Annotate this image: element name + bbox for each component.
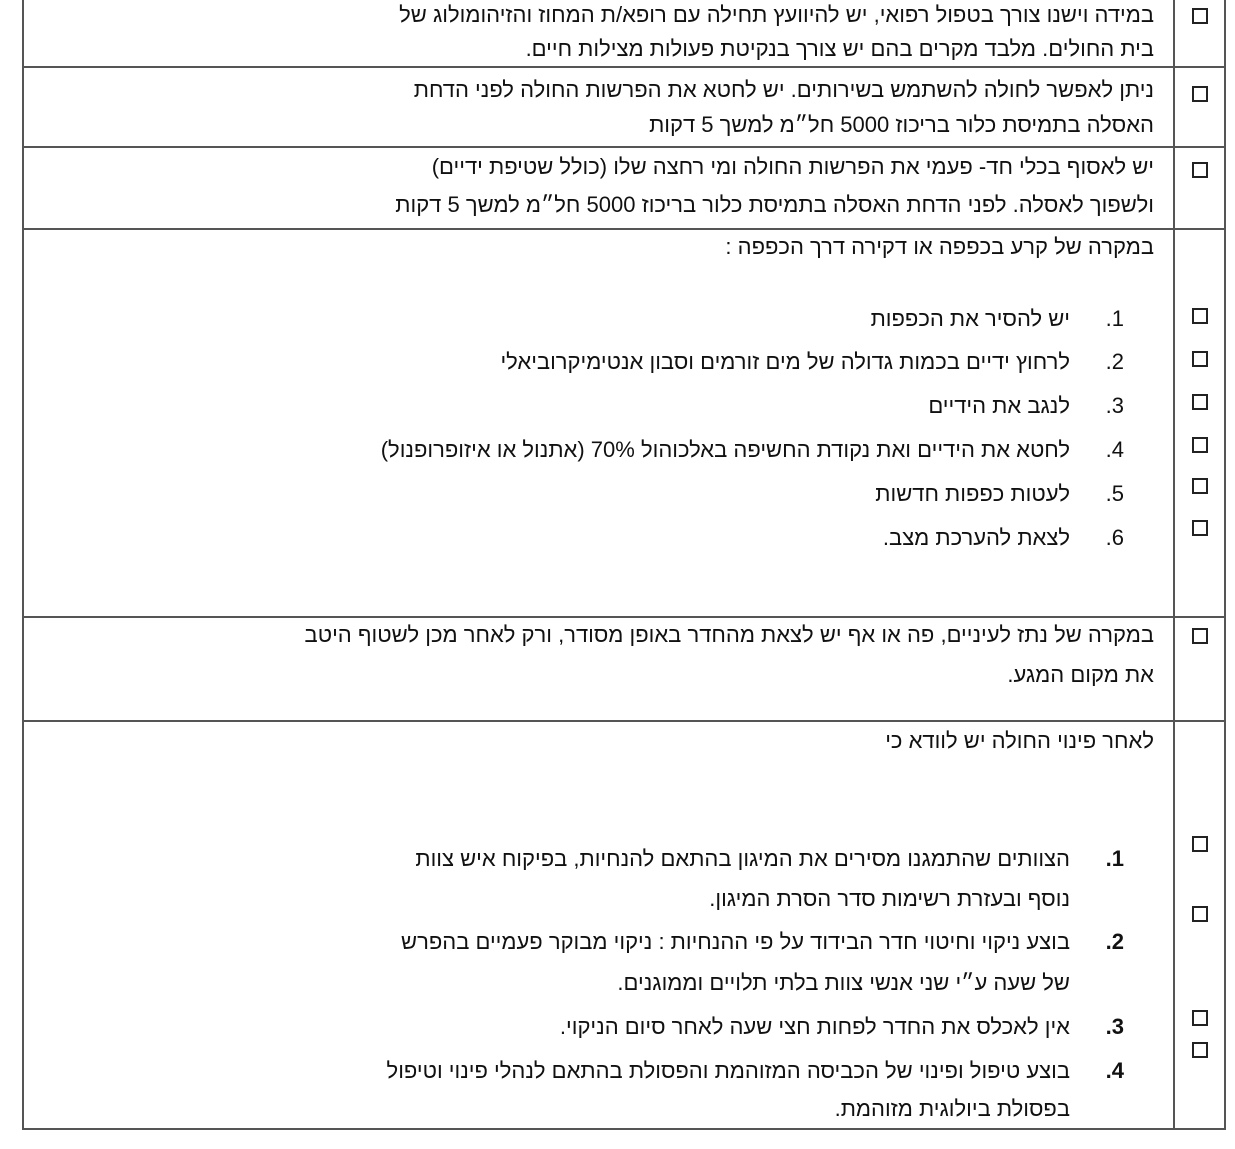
checkbox[interactable] — [1192, 394, 1208, 410]
checkbox[interactable] — [1192, 906, 1208, 922]
row-text-line: ולשפוך לאסלה. לפני הדחת האסלה בתמיסת כלור בריכוז 5000 חל״מ למשך 5 דקות — [395, 192, 1154, 217]
row-text-line: במידה וישנו צורך בטפול רפואי, יש להיוועץ תחילה עם רופא/ת המחוז והזיהומולוג של — [399, 2, 1154, 27]
item-number: 6. — [1105, 525, 1124, 550]
checkbox[interactable] — [1192, 308, 1208, 324]
checkbox[interactable] — [1192, 437, 1208, 453]
row-text-line: יש לאסוף בכלי חד- פעמי את הפרשות החולה ומי רחצה שלו (כולל שטיפת ידיים) — [431, 154, 1154, 179]
list-item — [500, 345, 1124, 378]
item-text: לרחוץ ידיים בכמות גדולה של מים זורמים וסבון אנטימיקרוביאלי — [500, 349, 1070, 374]
checkbox[interactable] — [1192, 836, 1208, 852]
list-item-continuation: של שעה ע״י שני אנשי צוות בלתי תלויים וממוגנים. — [617, 970, 1070, 995]
checklist-row-5 — [24, 618, 1224, 722]
row-text-line: את מקום המגע. — [1007, 662, 1154, 687]
list-item — [381, 433, 1124, 466]
list-item — [401, 925, 1124, 958]
item-number: 3. — [1105, 393, 1124, 418]
item-text: הצוותים שהתמגנו מסירים את המיגון בהתאם להנחיות, בפיקוח איש צוות — [415, 846, 1070, 871]
checkbox[interactable] — [1192, 520, 1208, 536]
checklist-row-4 — [24, 230, 1224, 618]
checklist-row-1 — [24, 0, 1224, 68]
item-number: 3. — [1105, 1014, 1124, 1039]
item-number: 4. — [1105, 437, 1124, 462]
checkbox[interactable] — [1192, 8, 1208, 24]
item-number: 1. — [1105, 306, 1124, 331]
item-text: בוצע ניקוי וחיטוי חדר הבידוד על פי ההנחיות : ניקוי מבוקר פעמיים בהפרש — [401, 929, 1070, 954]
item-number: 1. — [1105, 846, 1124, 871]
list-item — [560, 1010, 1124, 1043]
item-number: 2. — [1105, 349, 1124, 374]
list-item-continuation: נוסף ובעזרת רשימות סדר הסרת המיגון. — [709, 886, 1070, 911]
item-text: אין לאכלס את החדר לפחות חצי שעה לאחר סיום הניקוי. — [559, 1014, 1070, 1039]
checkbox[interactable] — [1192, 1042, 1208, 1058]
row-text-line: האסלה בתמיסת כלור בריכוז 5000 חל״מ למשך 5 דקות — [649, 112, 1154, 137]
checkbox[interactable] — [1192, 162, 1208, 178]
section-heading: לאחר פינוי החולה יש לוודא כי — [885, 728, 1154, 753]
section-heading: במקרה של קרע בכפפה או דקירה דרך הכפפה : — [725, 234, 1154, 259]
checkbox[interactable] — [1192, 86, 1208, 102]
checkbox[interactable] — [1192, 478, 1208, 494]
row-text-line: ניתן לאפשר לחולה להשתמש בשירותים. יש לחטא את הפרשות החולה לפני הדחת — [413, 77, 1154, 102]
list-item — [883, 521, 1124, 554]
list-item-continuation: בפסולת ביולוגית מזוהמת. — [834, 1096, 1070, 1121]
checklist-row-2 — [24, 68, 1224, 148]
list-item — [928, 389, 1124, 422]
row-text-line: בית החולים. מלבד מקרים בהם יש צורך בנקיטת פעולות מצילות חיים. — [525, 36, 1154, 61]
checklist-row-6 — [24, 722, 1224, 1130]
list-item — [415, 842, 1124, 875]
item-text: לצאת להערכת מצב. — [882, 525, 1070, 550]
checkbox[interactable] — [1192, 351, 1208, 367]
item-text: לנגב את הידיים — [928, 393, 1070, 418]
item-text: לעטות כפפות חדשות — [875, 481, 1070, 506]
row-text-line: במקרה של נתז לעיניים, פה או אף יש לצאת מהחדר באופן מסודר, ורק לאחר מכן לשטוף היטב — [304, 622, 1154, 647]
checkbox[interactable] — [1192, 1010, 1208, 1026]
list-item — [871, 302, 1124, 335]
item-text: יש להסיר את הכפפות — [870, 306, 1070, 331]
list-item — [387, 1054, 1124, 1087]
item-number: 4. — [1105, 1058, 1124, 1083]
item-text: לחטא את הידיים ואת נקודת החשיפה באלכוהול 70% (אתנול או איזופרופנול) — [380, 437, 1070, 462]
checklist-table — [22, 0, 1226, 1130]
checkbox[interactable] — [1192, 628, 1208, 644]
item-number: 5. — [1105, 481, 1124, 506]
checklist-row-3 — [24, 148, 1224, 230]
item-text: בוצע טיפול ופינוי של הכביסה המזוהמת והפסולת בהתאם לנהלי פינוי וטיפול — [386, 1058, 1070, 1083]
item-number: 2. — [1105, 929, 1124, 954]
list-item — [875, 477, 1124, 510]
